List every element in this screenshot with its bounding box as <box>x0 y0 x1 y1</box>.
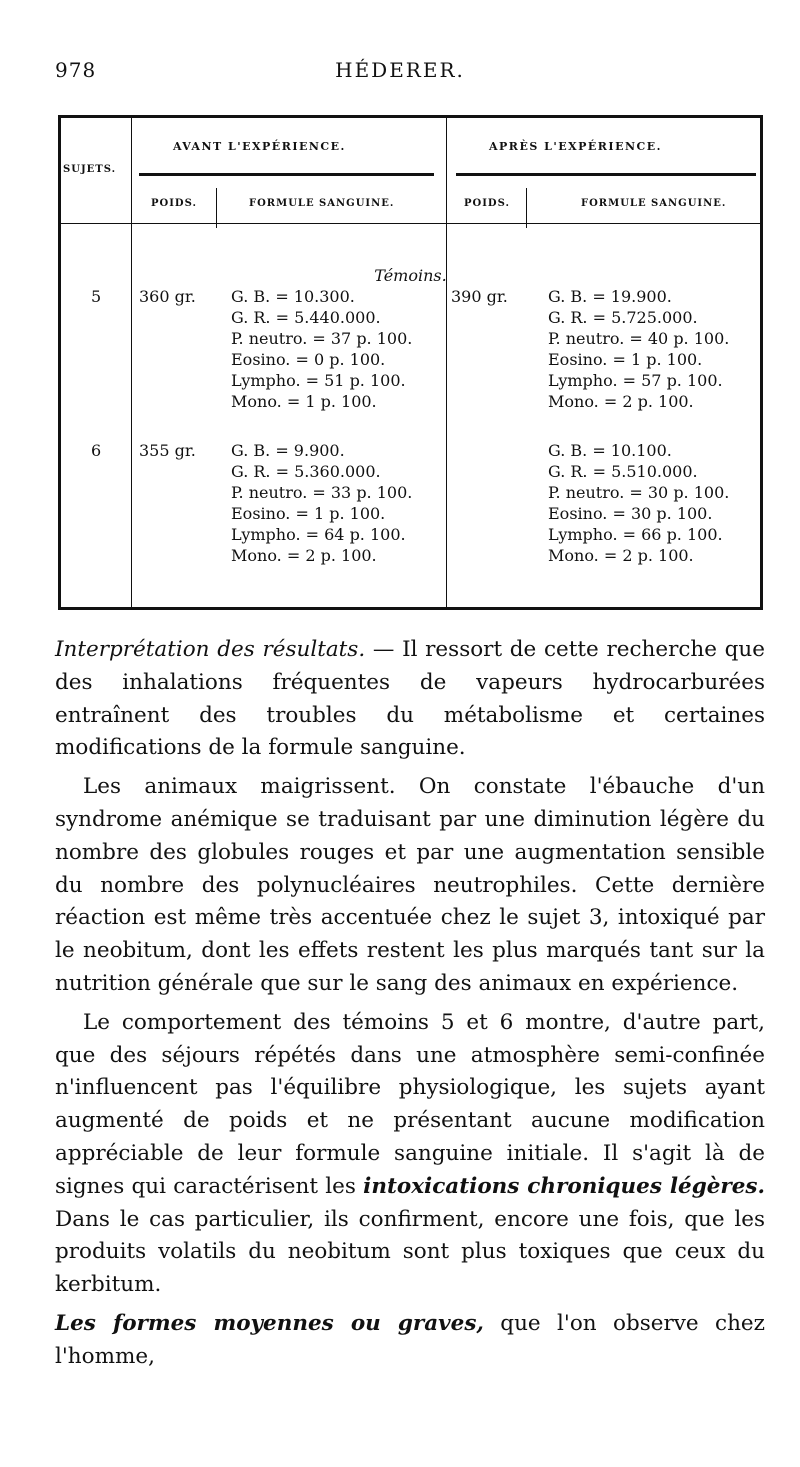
paragraph-animaux: Les animaux maigrissent. On constate l'ébauche d'un syndrome anémique se traduisant par une diminution légère du nombre des globules rouges et par une augmentation sensible du nombre des polynucléaires neutrophiles. Cette dernière réaction est même très accentuée chez le sujet 3, intoxiqué par le neobitum, dont les effets restent les plus marqués tant sur la nutrition générale que sur le sang des animaux en expérience. <box>55 774 765 996</box>
row-sujet: 6 <box>91 441 102 460</box>
emphasis-formes: Les formes moyennes ou graves, <box>55 1310 484 1336</box>
paragraph-interpretation <box>55 634 765 765</box>
page-number: 978 <box>55 58 97 82</box>
row-formule-after: G. B. = 10.100. G. R. = 5.510.000. P. neutro. = 30 p. 100. Eosino. = 30 p. 100. Lympho. = 66 p. 100. Mono. = 2 p. 100. <box>548 441 730 565</box>
row-formule-after: G. B. = 19.900. G. R. = 5.725.000. P. neutro. = 40 p. 100. Eosino. = 1 p. 100. Lympho. = 57 p. 100. Mono. = 2 p. 100. <box>548 287 730 411</box>
blood-formula-table <box>58 115 763 610</box>
row-poids-after: 390 gr. <box>451 287 508 306</box>
group-after-header: APRÈS L'EXPÉRIENCE. <box>489 140 662 153</box>
paragraph-text: Le comportement des témoins 5 et 6 montre, d'autre part, que des séjours répétés dans une atmosphère semi-confinée n'influencent pas l'équilibre physiologique, les sujets ayant augmenté de poids et ne présentant aucune modification appréciable de leur formule sanguine initiale. Il s'agit là de signes qui caractérisent les <box>55 1009 765 1199</box>
page-header <box>0 58 800 88</box>
body-text <box>55 634 765 1374</box>
paragraph-text: que l'on observe chez l'homme, <box>55 1310 765 1369</box>
row-sujet: 5 <box>91 287 102 306</box>
col-poids-before-header: POIDS. <box>151 198 197 209</box>
col-sujets-header: SUJETS. <box>63 164 117 175</box>
section-label: Témoins. <box>374 266 447 285</box>
col-poids-after-header: POIDS. <box>464 198 510 209</box>
emphasis-intoxications: intoxications chroniques légères. <box>363 1173 765 1199</box>
paragraph-text: Dans le cas particulier, ils confirment, encore une fois, que les produits volatils du neobitum sont plus toxiques que ceux du kerbitum. <box>55 1206 765 1298</box>
col-formule-before-header: FORMULE SANGUINE. <box>249 198 395 209</box>
row-formule-before: G. B. = 10.300. G. R. = 5.440.000. P. neutro. = 37 p. 100. Eosino. = 0 p. 100. Lympho. = 51 p. 100. Mono. = 1 p. 100. <box>231 287 413 411</box>
row-poids-before: 360 gr. <box>139 287 196 306</box>
interpretation-heading: Interprétation des résultats. <box>55 637 366 662</box>
row-poids-before: 355 gr. <box>139 441 196 460</box>
paragraph-text: — Il ressort de cette recherche que des inhalations fréquentes de vapeurs hydrocarburées entraînent des troubles du métabolisme et certaines modifications de la formule sanguine. <box>55 637 765 761</box>
row-formule-before: G. B. = 9.900. G. R. = 5.360.000. P. neutro. = 33 p. 100. Eosino. = 1 p. 100. Lympho. = 64 p. 100. Mono. = 2 p. 100. <box>231 441 413 565</box>
paragraph-temoins <box>55 1007 765 1302</box>
running-title: HÉDERER. <box>335 58 465 82</box>
paragraph-formes <box>55 1308 765 1374</box>
group-before-header: AVANT L'EXPÉRIENCE. <box>173 140 346 153</box>
col-formule-after-header: FORMULE SANGUINE. <box>581 198 727 209</box>
